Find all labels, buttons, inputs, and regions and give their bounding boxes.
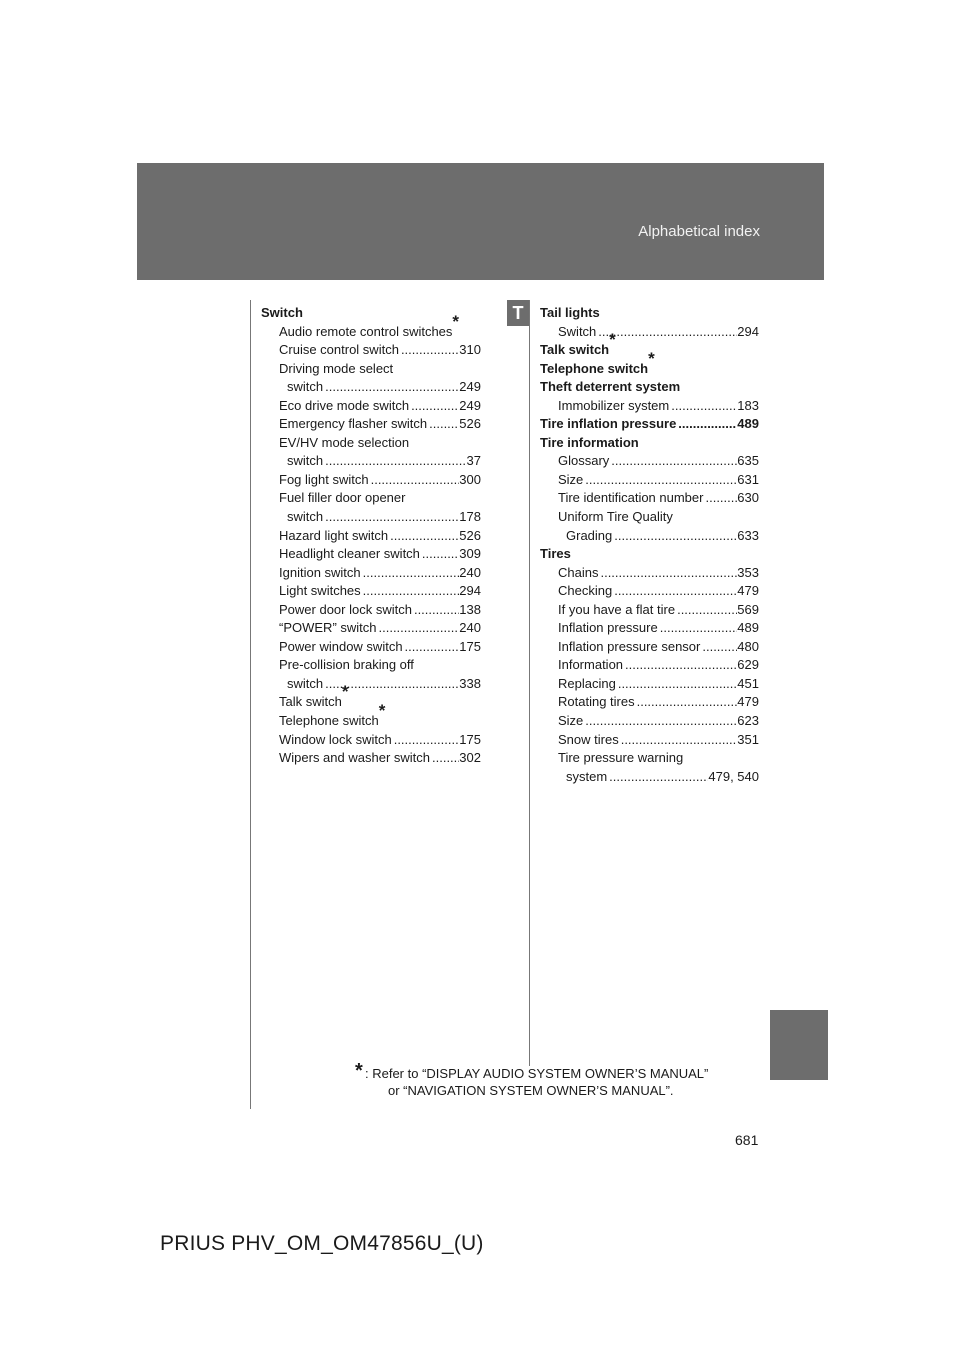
index-entry-text: Light switches xyxy=(279,583,361,599)
index-entry-text: Audio remote control switches xyxy=(279,323,453,339)
index-entry xyxy=(540,415,759,434)
footnote-marker: * xyxy=(452,311,460,331)
index-entry-text: Hazard light switch xyxy=(279,527,389,543)
dot-leader xyxy=(323,508,459,527)
index-entry-page: 302 xyxy=(459,750,481,766)
index-entry xyxy=(540,323,759,342)
column-divider xyxy=(529,300,530,1066)
index-entry-page: 338 xyxy=(459,675,481,691)
index-entry-text: Driving mode select xyxy=(279,360,394,376)
index-entry-text: Ignition switch xyxy=(279,564,361,580)
index-entry-text: EV/HV mode selection xyxy=(279,434,410,450)
index-entry xyxy=(261,508,481,527)
index-entry xyxy=(261,675,481,694)
dot-leader xyxy=(420,545,459,564)
index-entry-text: Fuel filler door opener xyxy=(279,490,406,506)
index-entry-page: 623 xyxy=(737,713,759,729)
index-entry-page: 175 xyxy=(459,731,481,747)
dot-leader xyxy=(658,619,738,638)
index-entry-text: system xyxy=(566,768,608,784)
dot-leader xyxy=(669,397,737,416)
index-entry-text: Tire information xyxy=(540,434,639,450)
section-title: Alphabetical index xyxy=(638,223,760,240)
index-entry-page: 351 xyxy=(737,731,759,747)
dot-leader xyxy=(607,768,708,787)
index-entry-text: Talk switch xyxy=(279,694,342,710)
index-entry-text: Glossary xyxy=(558,453,610,469)
index-entry-page: 309 xyxy=(459,546,481,562)
dot-leader xyxy=(700,638,737,657)
index-entry-page: 240 xyxy=(459,564,481,580)
footnote-marker: * xyxy=(378,701,386,721)
index-entry-text: Immobilizer system xyxy=(558,397,670,413)
index-entry xyxy=(540,638,759,657)
index-entry xyxy=(540,434,759,453)
index-entry-text: Power window switch xyxy=(279,638,403,654)
index-entry-page: 249 xyxy=(459,397,481,413)
index-entry-page: 630 xyxy=(737,490,759,506)
index-entry-text: Cruise control switch xyxy=(279,342,399,358)
dot-leader xyxy=(323,378,459,397)
footnote-marker: * xyxy=(609,330,616,350)
index-entry-text: Headlight cleaner switch xyxy=(279,546,420,562)
index-entry xyxy=(261,489,481,508)
dot-leader xyxy=(583,471,737,490)
index-entry-text: Snow tires xyxy=(558,731,619,747)
index-entry-page: 479, 540 xyxy=(708,768,759,784)
index-entry-text: Inflation pressure xyxy=(558,620,658,636)
index-entry xyxy=(261,378,481,397)
dot-leader xyxy=(596,323,737,342)
index-entry-text: Uniform Tire Quality xyxy=(558,509,673,525)
index-entry-text: Tire inflation pressure xyxy=(540,416,677,432)
index-entry-text: Fog light switch xyxy=(279,471,369,487)
document-id: PRIUS PHV_OM_OM47856U_(U) xyxy=(160,1232,484,1255)
index-column-right xyxy=(540,304,759,786)
index-entry xyxy=(540,471,759,490)
index-entry-text: Tire pressure warning xyxy=(558,750,684,766)
index-entry-page: 178 xyxy=(459,509,481,525)
index-entry-page: 629 xyxy=(737,657,759,673)
index-entry xyxy=(261,397,481,416)
dot-leader xyxy=(623,656,737,675)
dot-leader xyxy=(675,601,737,620)
dot-leader xyxy=(377,619,460,638)
footnote-marker: * xyxy=(341,682,349,702)
index-entry xyxy=(540,452,759,471)
index-entry xyxy=(261,619,481,638)
index-entry-text: Switch xyxy=(558,323,597,339)
footnote xyxy=(355,1060,709,1099)
footnote-line-2: or “NAVIGATION SYSTEM OWNER’S MANUAL”. xyxy=(388,1083,674,1098)
dot-leader xyxy=(403,638,460,657)
index-entry xyxy=(261,731,481,750)
dot-leader xyxy=(361,582,460,601)
index-entry-text: Wipers and washer switch xyxy=(279,750,430,766)
index-entry-text: Pre-collision braking off xyxy=(279,657,414,673)
index-entry xyxy=(261,656,481,675)
index-entry-text: switch xyxy=(287,509,324,525)
index-entry-page: 249 xyxy=(459,379,481,395)
dot-leader xyxy=(369,471,460,490)
dot-leader xyxy=(635,693,738,712)
index-entry-page: 489 xyxy=(737,620,759,636)
letter-badge: T xyxy=(507,300,529,326)
index-entry-text: switch xyxy=(287,379,324,395)
index-entry-text: Window lock switch xyxy=(279,731,392,747)
dot-leader xyxy=(609,452,737,471)
index-entry-page: 633 xyxy=(737,527,759,543)
dot-leader xyxy=(392,731,460,750)
index-entry-page: 183 xyxy=(737,397,759,413)
dot-leader xyxy=(703,489,737,508)
footnote-star: * xyxy=(355,1060,363,1082)
index-entry-page: 310 xyxy=(459,342,481,358)
index-entry-page: 353 xyxy=(737,564,759,580)
index-entry-text: Chains xyxy=(558,564,599,580)
index-entry-text: switch xyxy=(287,675,324,691)
index-entry-page: 479 xyxy=(737,694,759,710)
index-entry-text: Power door lock switch xyxy=(279,601,412,617)
index-column-left xyxy=(261,304,481,768)
index-entry-page: 480 xyxy=(737,638,759,654)
dot-leader xyxy=(361,564,460,583)
index-entry-text: Grading xyxy=(566,527,613,543)
dot-leader xyxy=(619,731,738,750)
index-entry xyxy=(540,712,759,731)
index-entry xyxy=(540,749,759,768)
index-entry xyxy=(261,341,481,360)
index-entry xyxy=(540,601,759,620)
index-entry-text: Theft deterrent system xyxy=(540,379,681,395)
index-entry xyxy=(540,397,759,416)
index-entry-page: 489 xyxy=(737,416,759,432)
index-entry xyxy=(540,675,759,694)
index-entry-text: Telephone switch xyxy=(279,713,379,729)
dot-leader xyxy=(612,527,737,546)
index-entry-text: Size xyxy=(558,713,584,729)
index-entry-text: Inflation pressure sensor xyxy=(558,638,701,654)
index-entry xyxy=(540,619,759,638)
dot-leader xyxy=(412,601,459,620)
dot-leader xyxy=(612,582,737,601)
index-entry xyxy=(540,304,759,323)
index-entry-text: Eco drive mode switch xyxy=(279,397,410,413)
index-entry-text: Checking xyxy=(558,583,613,599)
index-entry-page: 526 xyxy=(459,416,481,432)
index-entry-page: 451 xyxy=(737,675,759,691)
index-entry-text: “POWER” switch xyxy=(279,620,377,636)
index-entry xyxy=(540,564,759,583)
index-entry-page: 479 xyxy=(737,583,759,599)
index-entry-page: 175 xyxy=(459,638,481,654)
index-entry xyxy=(261,545,481,564)
index-entry xyxy=(540,378,759,397)
index-entry xyxy=(261,582,481,601)
dot-leader xyxy=(598,564,737,583)
index-entry-text: Replacing xyxy=(558,675,616,691)
dot-leader xyxy=(323,452,466,471)
dot-leader xyxy=(430,749,459,768)
index-entry-text: If you have a flat tire xyxy=(558,601,676,617)
index-entry xyxy=(540,768,759,787)
index-entry xyxy=(540,489,759,508)
dot-leader xyxy=(676,415,737,434)
index-entry xyxy=(540,582,759,601)
index-entry xyxy=(540,508,759,527)
dot-leader xyxy=(399,341,459,360)
index-entry xyxy=(540,731,759,750)
footnote-line-1: : Refer to “DISPLAY AUDIO SYSTEM OWNER’S MANUAL” xyxy=(365,1066,709,1081)
index-entry xyxy=(261,434,481,453)
dot-leader xyxy=(583,712,737,731)
index-entry-text: Tire identification number xyxy=(558,490,704,506)
index-entry-page: 300 xyxy=(459,471,481,487)
index-entry-text: Tires xyxy=(540,546,571,562)
index-entry-text: Size xyxy=(558,471,584,487)
left-divider xyxy=(250,300,251,1109)
index-entry xyxy=(261,311,481,342)
index-entry-page: 37 xyxy=(466,453,481,469)
index-entry xyxy=(261,527,481,546)
index-entry xyxy=(261,749,481,768)
index-entry xyxy=(261,564,481,583)
index-entry-text: Switch xyxy=(261,305,303,320)
dot-leader xyxy=(427,415,459,434)
index-entry-text: Telephone switch xyxy=(540,360,649,376)
index-entry xyxy=(540,656,759,675)
index-entry-page: 569 xyxy=(737,601,759,617)
index-entry-page: 240 xyxy=(459,620,481,636)
header-band xyxy=(137,163,824,280)
index-entry-page: 526 xyxy=(459,527,481,543)
index-entry xyxy=(261,304,481,323)
index-entry-page: 635 xyxy=(737,453,759,469)
index-entry xyxy=(540,527,759,546)
thumb-index-tab xyxy=(770,1010,828,1080)
dot-leader xyxy=(409,397,459,416)
index-entry xyxy=(540,545,759,564)
index-entry-text: Rotating tires xyxy=(558,694,635,710)
index-entry xyxy=(261,471,481,490)
dot-leader xyxy=(388,527,459,546)
dot-leader xyxy=(616,675,737,694)
index-entry xyxy=(261,601,481,620)
index-entry-page: 294 xyxy=(737,323,759,339)
index-entry-page: 631 xyxy=(737,471,759,487)
index-entry xyxy=(261,638,481,657)
footnote-marker: * xyxy=(648,348,655,368)
index-entry-text: Information xyxy=(558,657,624,673)
index-entry xyxy=(261,360,481,379)
page-number: 681 xyxy=(735,1132,759,1148)
index-entry-text: Tail lights xyxy=(540,305,600,320)
index-entry xyxy=(261,452,481,471)
index-entry xyxy=(540,693,759,712)
index-entry xyxy=(261,415,481,434)
index-entry-text: Emergency flasher switch xyxy=(279,416,428,432)
index-entry-page: 294 xyxy=(459,583,481,599)
index-entry-text: switch xyxy=(287,453,324,469)
index-entry-page: 138 xyxy=(459,601,481,617)
index-entry-text: Talk switch xyxy=(540,342,610,358)
